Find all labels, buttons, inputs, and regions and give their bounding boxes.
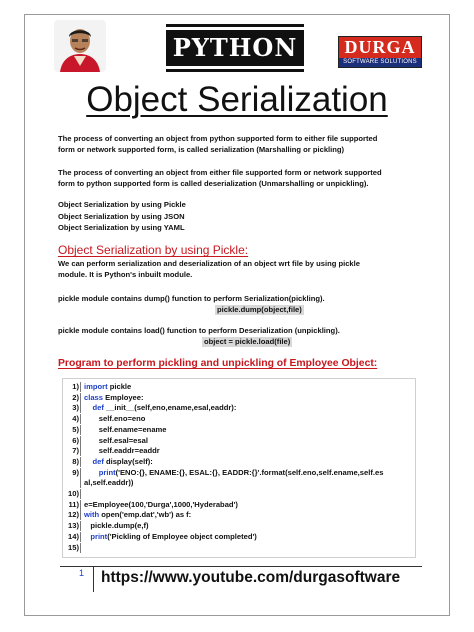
line-number: 5) xyxy=(72,424,79,434)
logo-tagline: SOFTWARE SOLUTIONS xyxy=(339,58,421,67)
code-text: __init__(self,eno,ename,esal,eaddr): xyxy=(103,403,237,413)
load-description: pickle module contains load() function to perform Deserialization (unpickling). xyxy=(58,326,340,335)
code-text: e=Employee(100,'Durga',1000,'Hyderabad') xyxy=(84,499,238,509)
serialization-definition xyxy=(58,133,418,155)
page-title: Object Serialization xyxy=(86,80,388,119)
pickle-description xyxy=(58,258,418,280)
text-line: form to python supported form is called deserialization (Unmarshalling or unpickling). xyxy=(58,179,369,188)
text-line: module. It is Python's inbuilt module. xyxy=(58,270,193,279)
code-line xyxy=(63,425,415,436)
line-gutter xyxy=(80,425,81,435)
code-line xyxy=(63,468,415,479)
code-line xyxy=(63,489,415,500)
code-line xyxy=(63,543,415,554)
line-number: 1) xyxy=(72,382,79,391)
code-block xyxy=(62,378,416,558)
program-heading: Program to perform pickling and unpickling of Employee Object: xyxy=(58,358,378,369)
line-gutter xyxy=(80,478,81,488)
line-number: 6) xyxy=(72,435,79,445)
list-item: Object Serialization by using YAML xyxy=(58,223,185,232)
code-keyword: print xyxy=(98,467,116,477)
code-line xyxy=(63,510,415,521)
line-number: 10) xyxy=(68,489,79,498)
line-gutter xyxy=(80,500,81,510)
line-number: 8) xyxy=(72,456,79,466)
code-line xyxy=(63,478,415,489)
code-line xyxy=(63,521,415,532)
line-number: 2) xyxy=(72,392,79,402)
line-number: 3) xyxy=(72,403,79,413)
footer-url[interactable]: https://www.youtube.com/durgasoftware xyxy=(101,569,401,586)
code-keyword: def xyxy=(92,456,104,466)
code-text: open('emp.dat','wb') as f: xyxy=(99,510,192,520)
code-line xyxy=(63,393,415,404)
code-text: self.ename=ename xyxy=(84,424,167,434)
code-line xyxy=(63,403,415,414)
header xyxy=(50,20,430,72)
line-gutter xyxy=(80,510,81,520)
line-gutter xyxy=(80,532,81,542)
line-gutter xyxy=(80,382,81,392)
footer-rule xyxy=(60,566,422,567)
code-text: self.eno=eno xyxy=(84,414,146,424)
code-text: Employee: xyxy=(103,392,144,402)
page-number: 1 xyxy=(79,568,85,578)
code-line xyxy=(63,500,415,511)
line-gutter xyxy=(80,457,81,467)
banner-bottom-rule xyxy=(166,69,304,72)
text-line: The process of converting an object from python supported form to either file supported xyxy=(58,134,378,143)
line-gutter xyxy=(80,468,81,478)
line-number: 7) xyxy=(72,446,79,456)
durga-logo xyxy=(338,36,422,68)
line-gutter xyxy=(80,446,81,456)
code-line xyxy=(63,457,415,468)
code-line xyxy=(63,382,415,393)
code-keyword: with xyxy=(84,510,100,520)
line-gutter xyxy=(80,414,81,424)
list-item: Object Serialization by using Pickle xyxy=(58,200,186,209)
line-gutter xyxy=(80,393,81,403)
list-item: Object Serialization by using JSON xyxy=(58,211,185,221)
line-gutter xyxy=(80,403,81,413)
code-text: display(self): xyxy=(103,456,153,466)
deserialization-definition xyxy=(58,167,418,189)
line-number: 13) xyxy=(68,521,79,531)
serialization-methods-list xyxy=(58,199,418,234)
line-number: 11) xyxy=(68,499,79,509)
code-text: ('ENO:{}, ENAME:{}, ESAL:{}, EADDR:{}'.format(self.eno,self.ename,self.es xyxy=(115,467,384,477)
code-text: ('Pickling of Employee object completed') xyxy=(107,531,257,541)
line-gutter xyxy=(80,489,81,499)
text-line: The process of converting an object from either file supported form or network supported xyxy=(58,168,382,177)
code-keyword: import xyxy=(84,382,108,391)
code-keyword: print xyxy=(90,531,108,541)
line-gutter xyxy=(80,436,81,446)
code-line xyxy=(63,414,415,425)
code-line xyxy=(63,436,415,447)
logo-name: DURGA xyxy=(339,37,421,58)
line-number: 15) xyxy=(68,542,79,552)
line-gutter xyxy=(80,543,81,553)
code-text xyxy=(84,468,99,477)
load-syntax: object = pickle.load(file) xyxy=(204,337,291,346)
code-keyword: def xyxy=(92,403,104,413)
line-number: 9) xyxy=(72,467,79,477)
code-text: self.esal=esal xyxy=(84,435,148,445)
code-text: pickle xyxy=(107,382,132,391)
code-line xyxy=(63,446,415,457)
code-text: al,self.eaddr)) xyxy=(84,478,134,488)
brand-text: PYTHON xyxy=(172,33,298,62)
dump-syntax: pickle.dump(object,file) xyxy=(217,305,302,314)
footer-divider xyxy=(93,566,94,592)
code-text: pickle.dump(e,f) xyxy=(84,521,149,531)
line-number: 12) xyxy=(68,510,79,520)
author-avatar xyxy=(54,20,106,72)
brand-banner xyxy=(166,30,304,66)
code-line xyxy=(63,532,415,543)
text-line: We can perform serialization and deserialization of an object wrt file by using pickle xyxy=(58,259,360,268)
line-gutter xyxy=(80,521,81,531)
banner-top-rule xyxy=(166,24,304,27)
text-line: form or network supported form, is called serialization (Marshalling or pickling) xyxy=(58,145,345,154)
pickle-section-heading: Object Serialization by using Pickle: xyxy=(58,243,249,257)
line-number: 14) xyxy=(68,531,79,541)
dump-description: pickle module contains dump() function to perform Serialization(pickling). xyxy=(58,294,325,303)
line-number: 4) xyxy=(72,414,79,424)
code-text: self.eaddr=eaddr xyxy=(84,446,160,456)
code-keyword: class xyxy=(84,392,104,402)
